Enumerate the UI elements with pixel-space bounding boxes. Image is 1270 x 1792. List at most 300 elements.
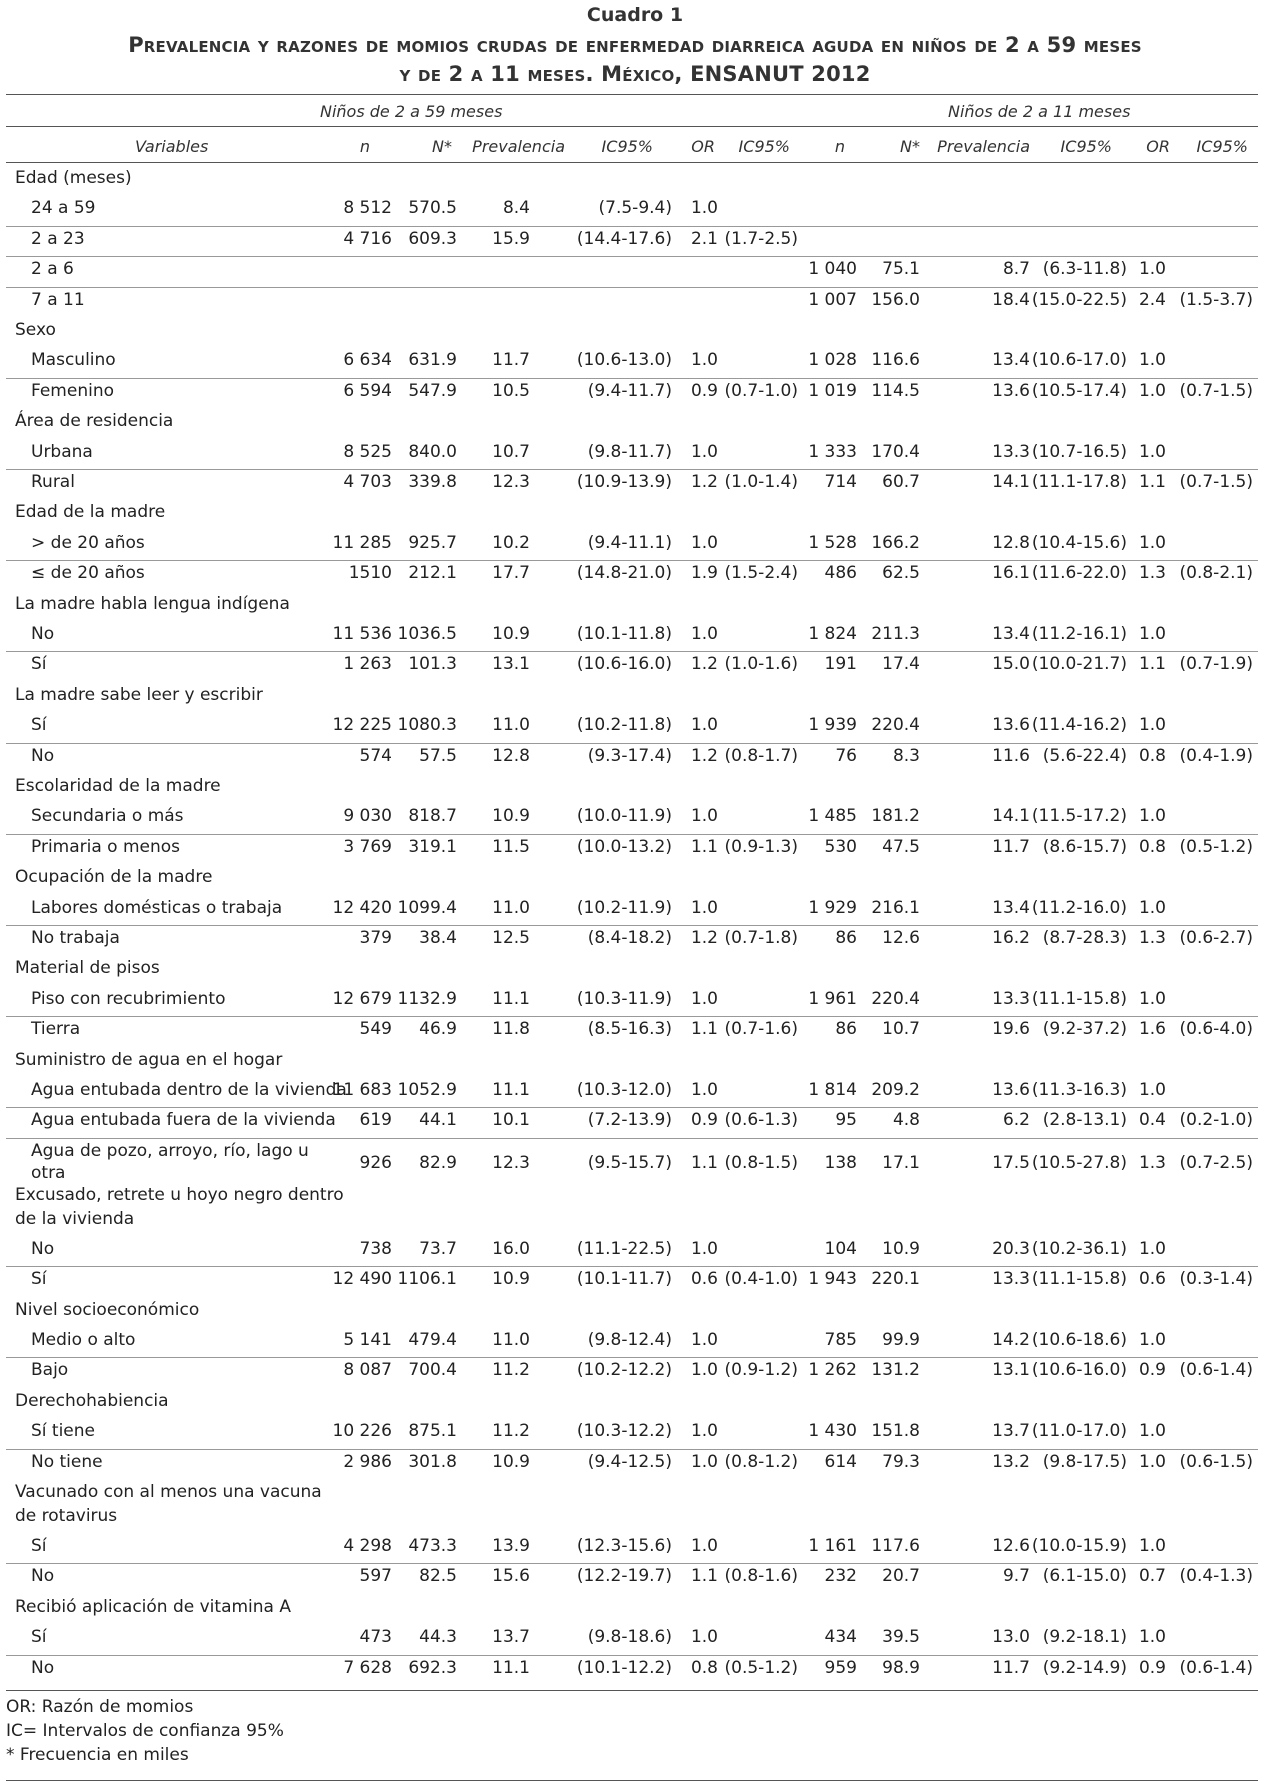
cell-ic95-2-11: (9.2-14.9)	[1042, 1657, 1127, 1678]
section-label: Sexo	[15, 320, 56, 340]
cell-ic95-2-59: (10.3-12.0)	[576, 1080, 672, 1100]
cell-n-2-11: 1 019	[808, 380, 857, 401]
cell-n-star-2-59: 840.0	[408, 441, 457, 462]
cell-n-star-2-59: 925.7	[408, 532, 457, 553]
cell-n-star-2-59: 473.3	[408, 1536, 457, 1556]
cell-prevalencia-2-59: 11.1	[492, 1657, 530, 1678]
cell-or-2-11: 1.0	[1138, 1627, 1166, 1648]
cell-n-star-2-59: 609.3	[408, 228, 457, 249]
cell-n-star-2-11: 220.1	[871, 1269, 920, 1290]
cell-ic95-or-2-59: (0.8-1.7)	[724, 745, 798, 766]
cell-n-2-59: 597	[359, 1566, 392, 1587]
cell-n-star-2-59: 46.9	[419, 1019, 457, 1040]
col-header-n-2-59: n	[359, 137, 370, 156]
cell-ic95-or-2-59: (0.7-1.6)	[724, 1019, 798, 1040]
cell-ic95-2-11: (10.6-16.0)	[1031, 1360, 1127, 1381]
cell-ic95-2-59: (14.4-17.6)	[576, 228, 672, 249]
cell-n-star-2-11: 116.6	[871, 350, 920, 371]
cell-prevalencia-2-59: 12.5	[492, 928, 530, 948]
cell-n-2-59: 11 536	[332, 624, 392, 644]
row-label: Primaria o menos	[31, 836, 181, 857]
cell-prevalencia-2-59: 11.0	[492, 715, 530, 736]
cell-ic95-or-2-11: (0.7-1.5)	[1179, 472, 1253, 492]
cell-ic95-or-2-59: (0.7-1.8)	[724, 928, 798, 948]
col-header-ic95-or-2-59: IC95%	[738, 137, 790, 156]
cell-n-star-2-11: 98.9	[882, 1657, 920, 1678]
cell-ic95-or-2-59: (0.6-1.3)	[724, 1110, 798, 1131]
cell-prevalencia-2-11: 13.0	[992, 1627, 1030, 1648]
row-separator	[6, 834, 1258, 835]
cell-ic95-2-11: (9.2-18.1)	[1042, 1627, 1127, 1648]
cell-or-2-59: 1.0	[690, 715, 718, 736]
cell-ic95-2-11: (10.4-15.6)	[1031, 532, 1127, 553]
cell-n-star-2-11: 166.2	[871, 532, 920, 553]
cell-prevalencia-2-59: 8.4	[502, 198, 530, 219]
cell-or-2-59: 0.8	[690, 1657, 718, 1678]
cell-ic95-2-11: (6.3-11.8)	[1042, 259, 1127, 280]
cell-ic95-2-11: (11.3-16.3)	[1031, 1080, 1127, 1100]
cell-or-2-11: 1.0	[1138, 1536, 1166, 1556]
cell-prevalencia-2-59: 13.9	[492, 1536, 530, 1556]
cell-prevalencia-2-59: 10.9	[492, 1451, 530, 1472]
cell-n-2-11: 86	[835, 928, 857, 948]
cell-n-2-11: 104	[824, 1238, 857, 1259]
cell-ic95-2-59: (7.2-13.9)	[587, 1110, 672, 1131]
cell-or-2-59: 1.0	[690, 624, 718, 644]
section-label: Nivel socioeconómico	[15, 1299, 200, 1320]
cell-or-2-59: 0.9	[690, 1110, 718, 1131]
cell-prevalencia-2-59: 10.7	[492, 441, 530, 462]
cell-n-star-2-11: 114.5	[871, 380, 920, 401]
cell-prevalencia-2-59: 12.3	[492, 472, 530, 492]
cell-prevalencia-2-11: 13.4	[992, 897, 1030, 918]
cell-ic95-or-2-11: (1.5-3.7)	[1179, 289, 1253, 310]
cell-prevalencia-2-59: 15.9	[492, 228, 530, 249]
cell-or-2-11: 0.9	[1138, 1657, 1166, 1678]
cell-ic95-or-2-59: (1.7-2.5)	[724, 228, 798, 249]
row-label: No trabaja	[31, 928, 120, 948]
cell-or-2-59: 1.2	[690, 928, 718, 948]
row-label: 7 a 11	[31, 289, 85, 310]
cell-n-2-59: 7 628	[343, 1657, 392, 1678]
cell-ic95-or-2-59: (0.5-1.2)	[724, 1657, 798, 1678]
cell-or-2-59: 1.0	[690, 198, 718, 219]
cell-prevalencia-2-11: 13.4	[992, 350, 1030, 371]
cell-or-2-59: 1.0	[690, 1627, 718, 1648]
cell-ic95-2-59: (10.6-16.0)	[576, 654, 672, 675]
cell-ic95-2-11: (8.6-15.7)	[1042, 836, 1127, 857]
cell-ic95-2-11: (15.0-22.5)	[1031, 289, 1127, 310]
row-separator	[6, 743, 1258, 744]
cell-n-star-2-11: 216.1	[871, 897, 920, 918]
col-header-prevalencia-2-59: Prevalencia	[472, 137, 565, 156]
row-label: No	[31, 1566, 55, 1587]
cell-n-2-11: 785	[824, 1330, 857, 1350]
cell-n-star-2-11: 181.2	[871, 806, 920, 827]
cell-prevalencia-2-11: 11.7	[992, 836, 1030, 857]
cell-prevalencia-2-11: 12.6	[992, 1536, 1030, 1556]
cell-ic95-or-2-11: (0.7-2.5)	[1179, 1152, 1253, 1173]
cell-n-2-11: 1 040	[808, 259, 857, 280]
cell-or-2-59: 1.0	[690, 1451, 718, 1472]
cell-ic95-2-59: (10.2-11.9)	[576, 897, 672, 918]
cell-ic95-2-59: (9.8-11.7)	[587, 441, 672, 462]
row-label: No tiene	[31, 1451, 103, 1472]
cell-or-2-59: 1.2	[690, 654, 718, 675]
cell-prevalencia-2-59: 11.2	[492, 1421, 530, 1442]
cell-n-2-11: 138	[824, 1152, 857, 1173]
col-header-variables: Variables	[135, 137, 209, 156]
cell-ic95-2-11: (10.6-17.0)	[1031, 350, 1127, 371]
cell-ic95-or-2-59: (0.9-1.3)	[724, 836, 798, 857]
cell-prevalencia-2-59: 15.6	[492, 1566, 530, 1587]
cell-prevalencia-2-11: 16.1	[992, 563, 1030, 584]
cell-ic95-2-11: (10.5-17.4)	[1031, 380, 1127, 401]
row-label: No	[31, 1657, 55, 1678]
cell-ic95-or-2-11: (0.7-1.9)	[1179, 654, 1253, 675]
cell-prevalencia-2-59: 10.9	[492, 624, 530, 644]
row-label: Medio o alto	[31, 1330, 136, 1350]
cell-n-2-59: 11 683	[332, 1080, 392, 1100]
cell-or-2-59: 1.1	[690, 1152, 718, 1173]
row-label: Labores domésticas o trabaja	[31, 897, 283, 918]
row-separator	[6, 1655, 1258, 1656]
cell-n-2-11: 86	[835, 1019, 857, 1040]
cell-n-2-59: 6 594	[343, 380, 392, 401]
cell-ic95-or-2-11: (0.6-4.0)	[1179, 1019, 1253, 1040]
cell-or-2-11: 1.3	[1138, 1152, 1166, 1173]
cell-ic95-2-11: (11.4-16.2)	[1031, 715, 1127, 736]
cell-prevalencia-2-11: 18.4	[992, 289, 1030, 310]
cell-prevalencia-2-11: 16.2	[992, 928, 1030, 948]
row-label: Bajo	[31, 1360, 69, 1381]
cell-n-star-2-59: 818.7	[408, 806, 457, 827]
cell-n-2-11: 1 333	[808, 441, 857, 462]
cell-prevalencia-2-11: 12.8	[992, 532, 1030, 553]
cell-or-2-11: 1.0	[1138, 806, 1166, 827]
cell-ic95-2-11: (11.2-16.1)	[1031, 624, 1127, 644]
cell-n-star-2-59: 1099.4	[397, 897, 457, 918]
row-label: No	[31, 624, 55, 644]
cell-ic95-2-11: (10.5-27.8)	[1031, 1152, 1127, 1173]
row-separator	[6, 925, 1258, 926]
cell-ic95-2-11: (10.0-15.9)	[1031, 1536, 1127, 1556]
group-header-2-59: Niños de 2 a 59 meses	[320, 102, 503, 121]
cell-n-star-2-11: 4.8	[892, 1110, 920, 1131]
cell-n-2-59: 1510	[348, 563, 392, 584]
cell-prevalencia-2-11: 13.1	[992, 1360, 1030, 1381]
cell-ic95-2-11: (9.8-17.5)	[1042, 1451, 1127, 1472]
cell-ic95-or-2-11: (0.6-1.4)	[1179, 1360, 1253, 1381]
cell-ic95-or-2-11: (0.6-2.7)	[1179, 928, 1253, 948]
cell-n-2-11: 1 943	[808, 1269, 857, 1290]
footnote-or: OR: Razón de momios	[6, 1697, 194, 1717]
row-label: Masculino	[31, 350, 116, 371]
cell-or-2-11: 0.6	[1138, 1269, 1166, 1290]
cell-prevalencia-2-11: 11.7	[992, 1657, 1030, 1678]
row-label: Sí	[31, 654, 47, 675]
cell-or-2-11: 1.0	[1138, 715, 1166, 736]
cell-or-2-59: 1.0	[690, 897, 718, 918]
col-header-ic95-2-11: IC95%	[1060, 137, 1112, 156]
section-label: Derechohabiencia	[15, 1390, 169, 1411]
cell-ic95-or-2-11: (0.5-1.2)	[1179, 836, 1253, 857]
section-label: Área de residencia	[15, 411, 174, 432]
cell-ic95-2-59: (12.3-15.6)	[576, 1536, 672, 1556]
section-label: Recibió aplicación de vitamina A	[15, 1596, 291, 1617]
cell-prevalencia-2-11: 19.6	[992, 1019, 1030, 1040]
cell-ic95-or-2-11: (0.4-1.9)	[1179, 745, 1253, 766]
cell-n-star-2-11: 79.3	[882, 1451, 920, 1472]
cell-ic95-2-59: (9.8-18.6)	[587, 1627, 672, 1648]
cell-ic95-2-11: (8.7-28.3)	[1042, 928, 1127, 948]
cell-n-2-59: 4 716	[343, 228, 392, 249]
cell-n-2-59: 574	[359, 745, 392, 766]
cell-ic95-2-11: (11.1-17.8)	[1031, 472, 1127, 492]
cell-ic95-or-2-59: (0.8-1.5)	[724, 1152, 798, 1173]
cell-or-2-11: 1.0	[1138, 350, 1166, 371]
cell-prevalencia-2-11: 15.0	[992, 654, 1030, 675]
cell-n-2-11: 1 929	[808, 897, 857, 918]
cell-ic95-or-2-59: (1.0-1.4)	[724, 472, 798, 492]
row-label: Tierra	[31, 1019, 81, 1040]
cell-or-2-59: 0.9	[690, 380, 718, 401]
cell-ic95-2-11: (11.2-16.0)	[1031, 897, 1127, 918]
cell-ic95-2-11: (10.2-36.1)	[1031, 1238, 1127, 1259]
cell-n-2-11: 959	[824, 1657, 857, 1678]
cell-ic95-or-2-11: (0.3-1.4)	[1179, 1269, 1253, 1290]
cell-n-2-59: 8 087	[343, 1360, 392, 1381]
cell-n-star-2-59: 44.1	[419, 1110, 457, 1131]
row-label: Sí	[31, 1269, 47, 1290]
cell-ic95-or-2-11: (0.8-2.1)	[1179, 563, 1253, 584]
row-label: 2 a 6	[31, 259, 74, 280]
cell-ic95-or-2-11: (0.6-1.5)	[1179, 1451, 1253, 1472]
cell-ic95-2-11: (2.8-13.1)	[1042, 1110, 1127, 1131]
cell-ic95-2-59: (9.4-11.1)	[587, 532, 672, 553]
cell-prevalencia-2-11: 14.1	[992, 472, 1030, 492]
cell-n-2-59: 2 986	[343, 1451, 392, 1472]
cell-or-2-59: 1.1	[690, 1019, 718, 1040]
col-header-n-star-2-11: N*	[900, 137, 920, 156]
cell-ic95-2-59: (12.2-19.7)	[576, 1566, 672, 1587]
section-label: Escolaridad de la madre	[15, 776, 221, 796]
cell-or-2-11: 1.0	[1138, 532, 1166, 553]
row-label-cont: otra	[31, 1162, 66, 1183]
cell-prevalencia-2-59: 11.8	[492, 1019, 530, 1040]
row-separator	[6, 287, 1258, 288]
cell-n-2-59: 1 263	[343, 654, 392, 675]
cell-ic95-2-11: (6.1-15.0)	[1042, 1566, 1127, 1587]
cell-or-2-11: 0.8	[1138, 745, 1166, 766]
cell-n-2-59: 12 679	[332, 988, 392, 1009]
cell-ic95-2-59: (9.4-11.7)	[587, 380, 672, 401]
cell-prevalencia-2-11: 13.6	[992, 1080, 1030, 1100]
cell-n-star-2-59: 82.9	[419, 1152, 457, 1173]
cell-prevalencia-2-11: 9.7	[1002, 1566, 1030, 1587]
cell-or-2-59: 1.0	[690, 1360, 718, 1381]
cell-prevalencia-2-59: 11.0	[492, 1330, 530, 1350]
col-header-ic95-or-2-11: IC95%	[1196, 137, 1248, 156]
cell-ic95-or-2-11: (0.4-1.3)	[1179, 1566, 1253, 1587]
cell-n-2-59: 11 285	[332, 532, 392, 553]
cell-or-2-59: 2.1	[690, 228, 718, 249]
cell-ic95-or-2-59: (1.0-1.6)	[724, 654, 798, 675]
cell-n-star-2-59: 1080.3	[397, 715, 457, 736]
cell-n-star-2-59: 319.1	[408, 836, 457, 857]
cell-n-star-2-59: 692.3	[408, 1657, 457, 1678]
cell-n-star-2-59: 875.1	[408, 1421, 457, 1442]
cell-prevalencia-2-11: 13.4	[992, 624, 1030, 644]
row-label: 2 a 23	[31, 228, 85, 249]
cell-or-2-11: 0.8	[1138, 836, 1166, 857]
section-label: Ocupación de la madre	[15, 867, 213, 888]
cell-n-star-2-11: 8.3	[892, 745, 920, 766]
cell-n-2-59: 3 769	[343, 836, 392, 857]
group-header-2-11: Niños de 2 a 11 meses	[948, 102, 1131, 121]
cell-n-star-2-59: 82.5	[419, 1566, 457, 1587]
row-label: Femenino	[31, 380, 114, 401]
cell-prevalencia-2-11: 14.1	[992, 806, 1030, 827]
cell-prevalencia-2-59: 13.7	[492, 1627, 530, 1648]
cell-ic95-2-59: (10.2-12.2)	[576, 1360, 672, 1381]
row-separator	[6, 378, 1258, 379]
col-header-ic95-2-59: IC95%	[601, 137, 653, 156]
cell-or-2-59: 1.1	[690, 1566, 718, 1587]
cell-n-star-2-11: 10.7	[882, 1019, 920, 1040]
cell-n-star-2-59: 57.5	[419, 745, 457, 766]
row-label: ≤ de 20 años	[31, 563, 145, 584]
cell-prevalencia-2-11: 13.6	[992, 380, 1030, 401]
cell-n-2-11: 714	[824, 472, 857, 492]
cell-n-2-11: 1 262	[808, 1360, 857, 1381]
cell-n-star-2-11: 211.3	[871, 624, 920, 644]
cell-n-2-11: 1 161	[808, 1536, 857, 1556]
cell-or-2-11: 1.0	[1138, 259, 1166, 280]
row-label: Agua de pozo, arroyo, río, lago u	[31, 1140, 309, 1161]
cell-n-star-2-59: 700.4	[408, 1360, 457, 1381]
row-separator	[6, 469, 1258, 470]
cell-or-2-11: 0.7	[1138, 1566, 1166, 1587]
bottom-rule	[6, 1690, 1258, 1691]
cell-n-star-2-11: 17.1	[882, 1152, 920, 1173]
cell-n-star-2-59: 631.9	[408, 350, 457, 371]
cell-prevalencia-2-59: 10.9	[492, 806, 530, 827]
row-label: Rural	[31, 472, 75, 492]
cell-ic95-2-59: (10.2-11.8)	[576, 715, 672, 736]
cell-n-star-2-11: 75.1	[882, 259, 920, 280]
cell-n-2-11: 1 824	[808, 624, 857, 644]
cell-or-2-11: 1.0	[1138, 441, 1166, 462]
row-separator	[6, 1357, 1258, 1358]
section-label: Material de pisos	[15, 958, 160, 979]
cell-n-2-59: 12 225	[332, 715, 392, 736]
row-label: No	[31, 745, 55, 766]
cell-n-2-11: 1 528	[808, 532, 857, 553]
section-label: La madre habla lengua indígena	[15, 593, 290, 614]
cell-ic95-or-2-11: (0.6-1.4)	[1179, 1657, 1253, 1678]
cell-n-2-11: 1 028	[808, 350, 857, 371]
cell-prevalencia-2-11: 6.2	[1002, 1110, 1030, 1131]
cell-or-2-59: 1.0	[690, 1536, 718, 1556]
cell-prevalencia-2-59: 17.7	[492, 563, 530, 584]
cell-or-2-59: 1.0	[690, 1080, 718, 1100]
cell-or-2-11: 1.1	[1138, 654, 1166, 675]
col-header-or-2-59: OR	[691, 137, 715, 156]
cell-ic95-2-11: (11.5-17.2)	[1031, 806, 1127, 827]
col-header-n-2-11: n	[834, 137, 845, 156]
cell-or-2-11: 1.0	[1138, 1238, 1166, 1259]
row-separator	[6, 1266, 1258, 1267]
cell-prevalencia-2-11: 13.2	[992, 1451, 1030, 1472]
cell-ic95-2-59: (11.1-22.5)	[576, 1238, 672, 1259]
row-separator	[6, 1563, 1258, 1564]
section-label-cont: de rotavirus	[15, 1506, 118, 1526]
cell-n-2-59: 738	[359, 1238, 392, 1259]
cell-ic95-or-2-59: (0.4-1.0)	[724, 1269, 798, 1290]
cell-n-2-59: 12 490	[332, 1269, 392, 1290]
cell-n-2-11: 1 007	[808, 289, 857, 310]
cell-prevalencia-2-59: 11.7	[492, 350, 530, 371]
cell-n-2-59: 473	[359, 1627, 392, 1648]
cell-n-star-2-11: 131.2	[871, 1360, 920, 1381]
cell-prevalencia-2-11: 13.3	[992, 988, 1030, 1009]
cell-n-star-2-59: 38.4	[419, 928, 457, 948]
cell-or-2-11: 1.0	[1138, 897, 1166, 918]
cell-n-star-2-59: 479.4	[408, 1330, 457, 1350]
row-separator	[6, 226, 1258, 227]
cell-ic95-2-11: (11.0-17.0)	[1031, 1421, 1127, 1442]
section-label: Edad de la madre	[15, 502, 166, 523]
row-separator	[6, 1449, 1258, 1450]
cell-prevalencia-2-11: 20.3	[992, 1238, 1030, 1259]
cell-n-star-2-11: 20.7	[882, 1566, 920, 1587]
header-rule	[6, 162, 1258, 163]
cell-prevalencia-2-59: 11.1	[492, 988, 530, 1009]
cell-ic95-or-2-59: (0.8-1.6)	[724, 1566, 798, 1587]
table-title	[60, 31, 1210, 89]
cell-prevalencia-2-11: 11.6	[992, 745, 1030, 766]
cell-n-star-2-11: 12.6	[882, 928, 920, 948]
row-label: Sí	[31, 715, 47, 736]
cell-prevalencia-2-59: 10.9	[492, 1269, 530, 1290]
cell-n-2-11: 614	[824, 1451, 857, 1472]
row-separator	[6, 651, 1258, 652]
cell-or-2-59: 1.0	[690, 988, 718, 1009]
row-separator	[6, 1107, 1258, 1108]
cell-ic95-2-59: (10.1-12.2)	[576, 1657, 672, 1678]
cell-ic95-2-59: (9.8-12.4)	[587, 1330, 672, 1350]
cell-ic95-2-59: (8.4-18.2)	[587, 928, 672, 948]
cell-or-2-59: 0.6	[690, 1269, 718, 1290]
cell-or-2-59: 1.0	[690, 806, 718, 827]
cell-n-star-2-11: 99.9	[882, 1330, 920, 1350]
cell-prevalencia-2-11: 13.7	[992, 1421, 1030, 1442]
cell-ic95-2-59: (10.1-11.8)	[576, 624, 672, 644]
cell-n-star-2-59: 1132.9	[397, 988, 457, 1009]
cell-ic95-2-59: (10.9-13.9)	[576, 472, 672, 492]
cell-ic95-2-11: (10.6-18.6)	[1031, 1330, 1127, 1350]
cell-or-2-59: 1.0	[690, 1330, 718, 1350]
cell-prevalencia-2-59: 11.5	[492, 836, 530, 857]
cell-or-2-11: 1.0	[1138, 1421, 1166, 1442]
cell-ic95-or-2-11: (0.7-1.5)	[1179, 380, 1253, 401]
cell-n-2-59: 12 420	[332, 897, 392, 918]
cell-or-2-59: 1.2	[690, 472, 718, 492]
cell-or-2-11: 0.9	[1138, 1360, 1166, 1381]
cell-n-star-2-11: 209.2	[871, 1080, 920, 1100]
row-label: Sí tiene	[31, 1421, 95, 1442]
